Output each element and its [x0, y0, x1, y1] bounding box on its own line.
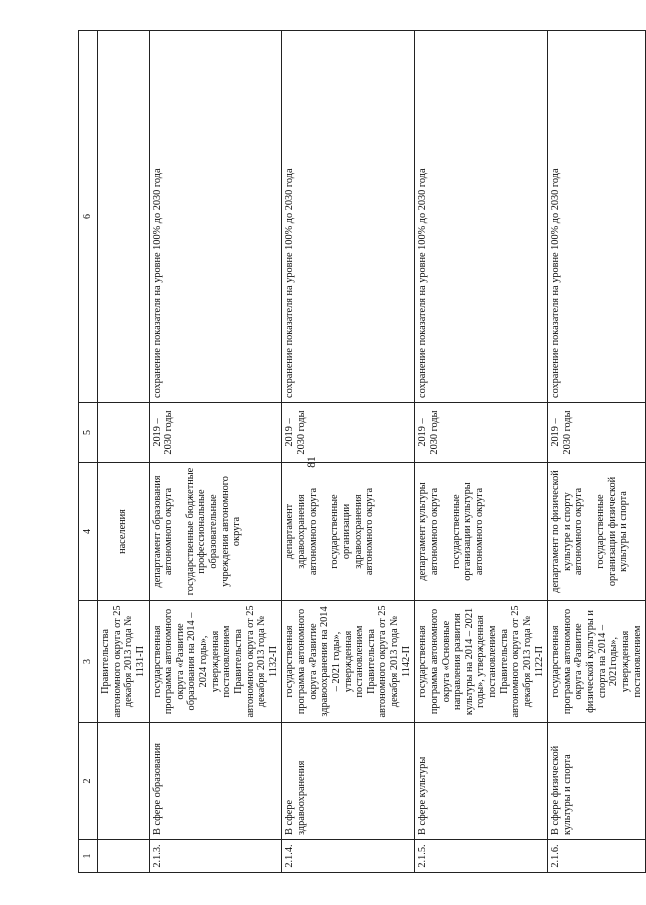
column-number: 3 — [79, 601, 98, 723]
column-number: 1 — [79, 840, 98, 873]
rotated-table-container — [78, 31, 643, 873]
row-number: 2.1.6. — [548, 840, 646, 873]
period-cell: 2019 – 2030 годы — [149, 403, 282, 463]
program-text: государственная программа автономного округа «Развитие здравоохранения на 2014 – 2021 годы», утвержденная постановлением — [284, 606, 366, 717]
row-number: 2.1.4. — [282, 840, 415, 873]
table-row — [415, 31, 548, 873]
target-cell: сохранение показателя на уровне 100% до 2030 года — [548, 31, 646, 403]
target-cell: сохранение показателя на уровне 100% до 2030 года — [282, 31, 415, 403]
continuation-row — [98, 31, 150, 873]
executor-cell — [415, 463, 548, 601]
executor-other: государственные организации культуры автономного округа — [450, 482, 485, 581]
program-act: Правительства автономного округа от 25 декабря 2013 года № 1122-П — [498, 605, 545, 718]
program-cell — [548, 601, 646, 723]
target-cell: сохранение показателя на уровне 100% до 2030 года — [149, 31, 282, 403]
column-number-row — [79, 31, 98, 873]
column-number: 5 — [79, 403, 98, 463]
executor-cell — [548, 463, 646, 601]
executor-other: государственные организации здравоохранения автономного округа — [329, 487, 376, 576]
page-number: 81 — [306, 456, 318, 468]
program-text: государственная программа автономного округа «Основные направления развития культуры на 2014 – 2021 годы», утвержденная постановлением — [417, 607, 498, 716]
executor-main: департамент по физической культуре и спорту автономного округа — [550, 470, 585, 593]
table-row — [149, 31, 282, 873]
executor-cell — [282, 463, 415, 601]
column-number: 4 — [79, 463, 98, 601]
column-number: 6 — [79, 31, 98, 403]
legal-act-cell: Правительства автономного округа от 25 декабря 2013 года № 1131-П — [98, 601, 150, 723]
executor-main: департамент здравоохранения автономного округа — [284, 487, 319, 576]
sphere-cell: В сфере физической культуры и спорта — [548, 723, 646, 840]
period-cell: 2019 – 2030 годы — [282, 403, 415, 463]
target-cell: сохранение показателя на уровне 100% до 2030 года — [415, 31, 548, 403]
sphere-cell: В сфере образования — [149, 723, 282, 840]
executor-other: государственные организации физической культуры и спорта — [595, 476, 630, 587]
executor-main: департамент образования автономного округа — [151, 475, 175, 588]
sphere-cell: В сфере культуры — [415, 723, 548, 840]
row-number: 2.1.5. — [415, 840, 548, 873]
period-cell: 2019 – 2030 годы — [548, 403, 646, 463]
executor-cell: населения — [98, 463, 150, 601]
table-row — [548, 31, 646, 873]
program-cell — [149, 601, 282, 723]
executor-cell — [149, 463, 282, 601]
program-act: Правительства автономного округа от 25 декабря 2013 года № 1132-П — [232, 605, 279, 718]
program-cell — [415, 601, 548, 723]
executor-main: департамент культуры автономного округа — [417, 482, 440, 581]
period-cell: 2019 – 2030 годы — [415, 403, 548, 463]
executor-other: государственные бюджетные профессиональные образовательные учреждения автономного округа — [184, 467, 243, 596]
table-row — [282, 31, 415, 873]
sphere-cell: В сфере здравоохранения — [282, 723, 415, 840]
program-text: государственная программа автономного округа «Развитие физической культуры и спорта на 2014 – 2021годы», утвержденная постановлением — [550, 608, 643, 715]
program-cell — [282, 601, 415, 723]
column-number: 2 — [79, 723, 98, 840]
row-number: 2.1.3. — [149, 840, 282, 873]
program-text: государственная программа автономного округа «Развитие образования на 2014 – 2024 годы», утвержденная постановлением — [151, 608, 233, 715]
measures-table — [78, 30, 646, 873]
program-act: Правительства автономного округа от 25 декабря 2013 года № 1142-П — [365, 605, 412, 718]
